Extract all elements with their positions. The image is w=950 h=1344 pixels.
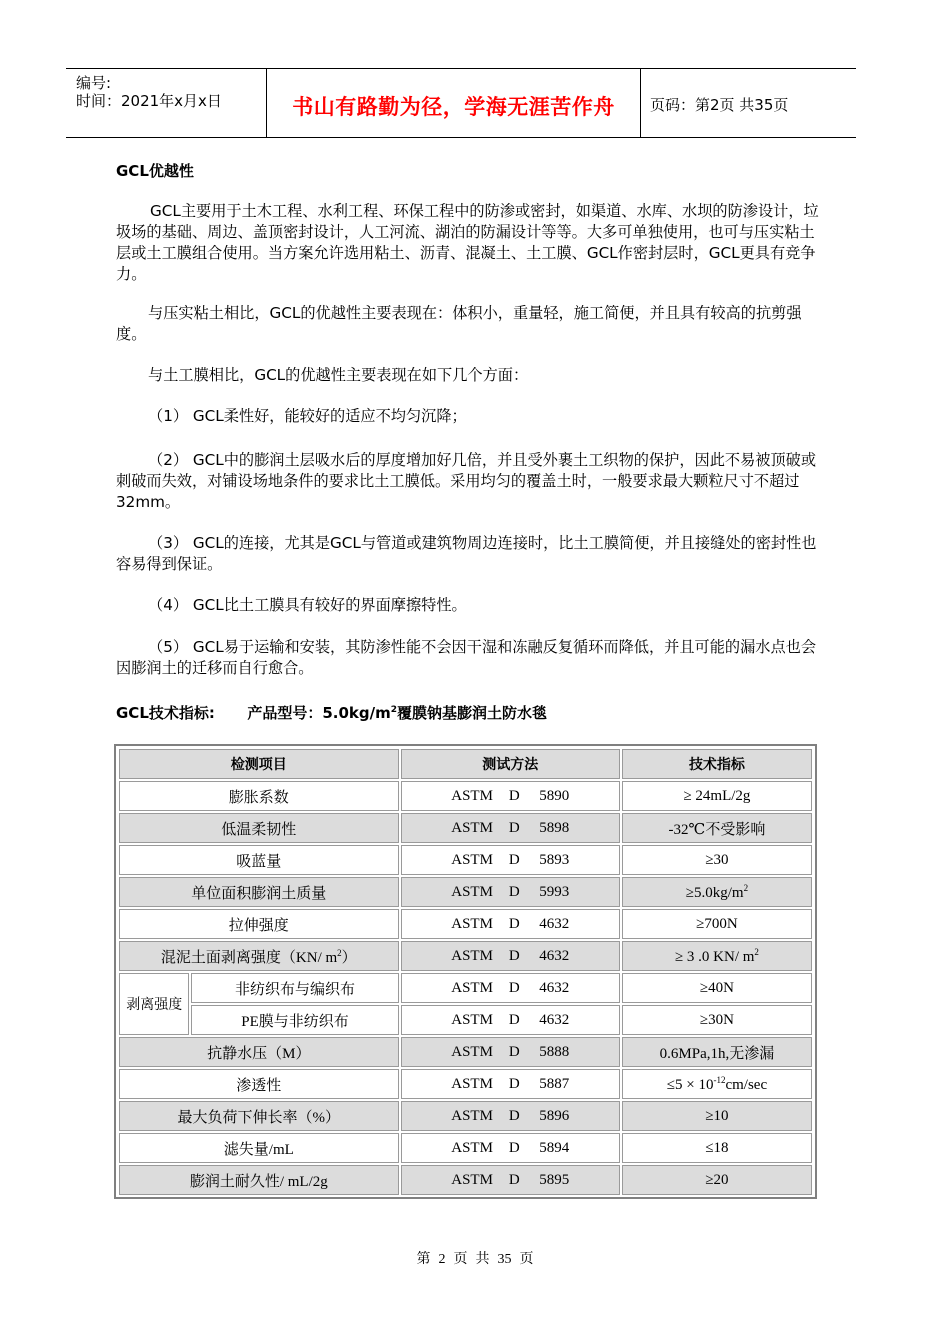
table-header-row (119, 749, 812, 779)
row-item: 低温柔韧性 (119, 813, 399, 843)
row-method: ASTM D 4632 (401, 909, 620, 939)
table-row (119, 1069, 812, 1099)
row-item: 膨润土耐久性/ mL/2g (119, 1165, 399, 1195)
footer-total-pages: 35 (497, 1252, 512, 1267)
row-method: ASTM D 5898 (401, 813, 620, 843)
row-method: ASTM D 5895 (401, 1165, 620, 1195)
table-row (119, 1037, 812, 1067)
row-spec: $\le 5 \times 10^{-12}cm/\sec$ (622, 1069, 812, 1099)
section-title: GCL优越性 (116, 162, 194, 180)
row-spec: -32℃不受影响 (622, 813, 812, 843)
table-row (119, 877, 812, 907)
row-spec: ≥30N (622, 1005, 812, 1035)
table-row (119, 941, 812, 971)
row-item: 单位面积膨润土质量 (119, 877, 399, 907)
row-item: 混泥土面剥离强度（KN/ $m^2$） (119, 941, 399, 971)
table-row (119, 1005, 812, 1035)
row-method: ASTM D 5894 (401, 1133, 620, 1163)
row-item: 吸蓝量 (119, 845, 399, 875)
row-spec: $\ge 5.0kg/m^2$ (622, 877, 812, 907)
row-spec: ≤18 (622, 1133, 812, 1163)
row-method: ASTM D 4632 (401, 941, 620, 971)
row-spec: ≥30 (622, 845, 812, 875)
table-row (119, 1165, 812, 1195)
header-meta-cell (66, 69, 266, 137)
row-item: PE膜与非纺织布 (191, 1005, 398, 1035)
row-item: 最大负荷下伸长率（%） (119, 1101, 399, 1131)
number-label: 编号: (76, 74, 112, 92)
row-method: ASTM D 5888 (401, 1037, 620, 1067)
row-item: 拉伸强度 (119, 909, 399, 939)
table-row (119, 1101, 812, 1131)
list-item-5: （5） GCL易于运输和安装，其防渗性能不会因干湿和冻融反复循环而降低，并且可能的漏水点也会因膨润土的迁移而自行愈合。 (116, 638, 817, 677)
row-method: ASTM D 4632 (401, 1005, 620, 1035)
table-row (119, 973, 812, 1003)
row-spec: 0.6MPa,1h,无渗漏 (622, 1037, 812, 1067)
row-item: 非纺织布与编织布 (191, 973, 398, 1003)
row-item: 滤失量/mL (119, 1133, 399, 1163)
col-header-spec: 技术指标 (622, 749, 812, 779)
page-info: 页码：第2页 共35页 (650, 96, 789, 114)
row-method: ASTM D 5993 (401, 877, 620, 907)
row-item: 渗透性 (119, 1069, 399, 1099)
list-item-2: （2） GCL中的膨润土层吸水后的厚度增加好几倍，并且受外裹土工织物的保护，因此不易被顶破或刺破而失效，对铺设场地条件的要求比土工膜低。采用均匀的覆盖土时，一般要求最大颗粒尺寸不超过32mm。 (116, 451, 817, 511)
peel-group-label: 剥离强度 (119, 973, 189, 1035)
paragraph-intro: GCL主要用于土木工程、水利工程、环保工程中的防渗或密封，如渠道、水库、水坝的防渗设计，垃圾场的基础、周边、盖顶密封设计，人工河流、湖泊的防漏设计等等。大多可单独使用，也可与压实粘土层或土工膜组合使用。当方案允许选用粘土、沥青、混凝土、土工膜、GCL作密封层时，GCL更具有竞争力。 (116, 202, 819, 283)
row-method: ASTM D 5896 (401, 1101, 620, 1131)
row-method: ASTM D 5890 (401, 781, 620, 811)
paragraph-vs-clay: 与压实粘土相比，GCL的优越性主要表现在：体积小，重量轻，施工简便，并且具有较高的抗剪强度。 (116, 304, 802, 343)
row-item: 膨胀系数 (119, 781, 399, 811)
table-row (119, 909, 812, 939)
table-row (119, 781, 812, 811)
table-row (119, 1133, 812, 1163)
list-item-3: （3） GCL的连接，尤其是GCL与管道或建筑物周边连接时，比土工膜简便，并且接缝处的密封性也容易得到保证。 (116, 534, 817, 573)
col-header-method: 测试方法 (401, 749, 620, 779)
row-spec: ≥10 (622, 1101, 812, 1131)
table-row (119, 813, 812, 843)
paragraph-vs-membrane: 与土工膜相比，GCL的优越性主要表现在如下几个方面： (148, 366, 529, 384)
motto: 书山有路勤为径，学海无涯苦作舟 (292, 95, 615, 119)
row-spec: ≥ 3 .0 KN/ $m^2$ (622, 941, 812, 971)
page-footer: 第 2 页 共 35 页 (416, 1252, 534, 1267)
footer-page-number: 2 (438, 1252, 446, 1267)
page-header (66, 68, 856, 138)
row-method: ASTM D 4632 (401, 973, 620, 1003)
spec-heading (116, 702, 547, 723)
header-page-cell (640, 69, 856, 137)
row-method: ASTM D 5893 (401, 845, 620, 875)
row-item: 抗静水压（M） (119, 1037, 399, 1067)
list-item-4: （4） GCL比土工膜具有较好的界面摩擦特性。 (148, 596, 467, 614)
header-motto-cell (266, 69, 641, 137)
row-method: ASTM D 5887 (401, 1069, 620, 1099)
spec-label: GCL技术指标: (116, 704, 215, 722)
row-spec: ≥ 24mL/2g (622, 781, 812, 811)
spec-table (114, 744, 817, 1199)
row-spec: ≥700N (622, 909, 812, 939)
col-header-item: 检测项目 (119, 749, 399, 779)
time-label: 时间：2021年x月x日 (76, 92, 222, 110)
spec-model: 产品型号：$5.0kg/m^2$覆膜钠基膨润土防水毯 (247, 704, 548, 722)
table-row (119, 845, 812, 875)
row-spec: ≥40N (622, 973, 812, 1003)
list-item-1: （1） GCL柔性好，能较好的适应不均匀沉降； (148, 407, 467, 425)
row-spec: ≥20 (622, 1165, 812, 1195)
